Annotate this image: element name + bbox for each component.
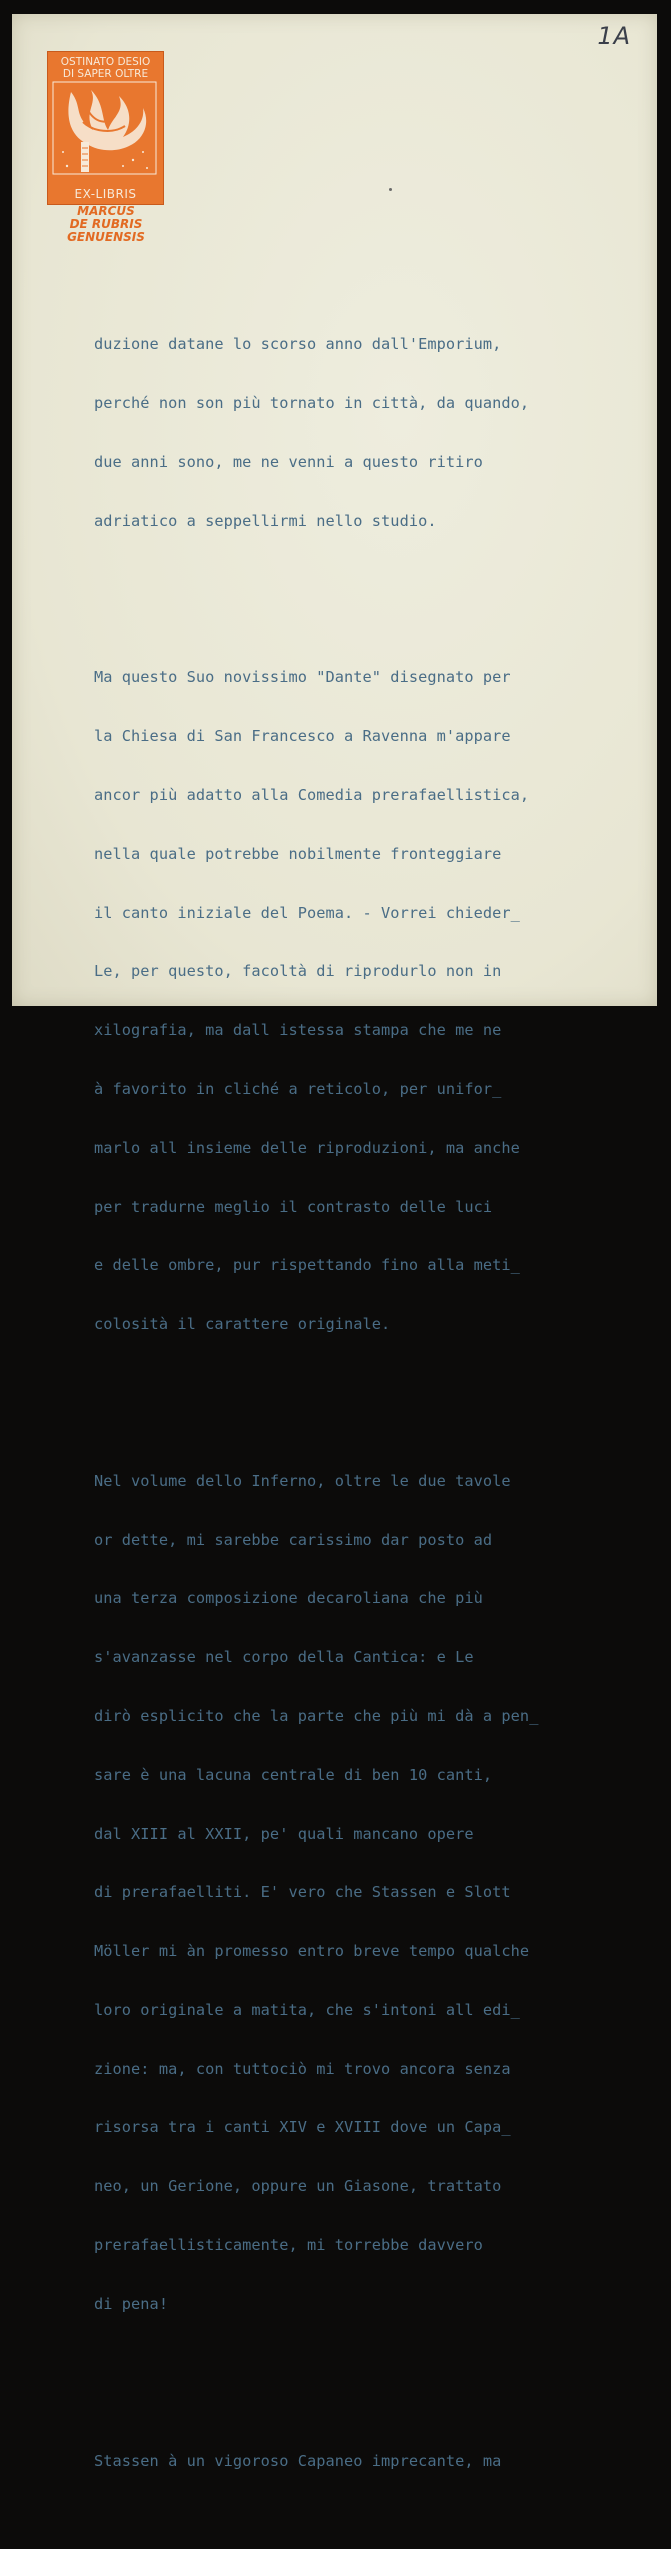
text-line: s'avanzasse nel corpo della Cantica: e Le (94, 1648, 474, 1667)
paragraph (94, 2412, 654, 2510)
text-line: il canto iniziale del Poema. - Vorrei chieder_ (94, 903, 520, 922)
text-line: due anni sono, me ne venni a questo ritiro (94, 452, 483, 471)
text-line: à favorito in cliché a reticolo, per unifor_ (94, 1079, 502, 1098)
text-line: per tradurne meglio il contrasto delle luci (94, 1197, 493, 1216)
text-line: ancor più adatto alla Comedia prerafaellistica, (94, 786, 530, 805)
bookplate-ex-libris: EX-LIBRIS (74, 187, 137, 201)
motto-line: OSTINATO DESIO (60, 56, 151, 68)
text-line: risorsa tra i canti XIV e XVIII dove un Capa_ (94, 2118, 511, 2137)
text-line: Le, per questo, facoltà di riprodurlo non in (94, 962, 502, 981)
text-line: Ma questo Suo novissimo "Dante" disegnato per (94, 668, 511, 687)
page-number: 1A (597, 22, 631, 50)
owner-line: DE RUBRIS (69, 217, 143, 231)
paper-spot (389, 188, 392, 191)
bookplate-motto (48, 56, 163, 80)
letter-body (94, 257, 654, 2549)
text-line: xilografia, ma dall istessa stampa che me ne (94, 1021, 502, 1040)
paragraph (94, 629, 654, 1374)
flame-torch-icon (53, 82, 156, 174)
ex-libris-bookplate (47, 51, 164, 205)
text-line: nella quale potrebbe nobilmente fronteggiare (94, 844, 502, 863)
text-line: una terza composizione decaroliana che più (94, 1589, 483, 1608)
text-line: dirò esplicito che la parte che più mi dà a pen_ (94, 1706, 539, 1725)
text-line: loro originale a matita, che s'intoni all edi_ (94, 2000, 520, 2019)
text-line: zione: ma, con tuttociò mi trovo ancora senza (94, 2059, 511, 2078)
text-line: dal XIII al XXII, pe' quali mancano opere (94, 1824, 474, 1843)
owner-line: MARCUS (77, 204, 135, 218)
paragraph (94, 1433, 654, 2354)
text-line: perché non son più tornato in città, da quando, (94, 394, 530, 413)
text-line: Nel volume dello Inferno, oltre le due tavole (94, 1471, 511, 1490)
text-line: colosità il carattere originale. (94, 1315, 391, 1334)
bookplate-owner (47, 205, 165, 244)
text-line: duzione datane lo scorso anno dall'Emporium, (94, 335, 502, 354)
text-line: Stassen à un vigoroso Capaneo imprecante, ma (94, 2451, 502, 2470)
paragraph (94, 296, 654, 570)
motto-line: DI SAPER OLTRE (62, 68, 149, 80)
owner-line: GENUENSIS (67, 230, 145, 244)
text-line: di pena! (94, 2294, 169, 2313)
text-line: la Chiesa di San Francesco a Ravenna m'appare (94, 727, 511, 746)
text-line: prerafaellisticamente, mi torrebbe davvero (94, 2235, 483, 2254)
text-line: adriatico a seppellirmi nello studio. (94, 511, 437, 530)
text-line: or dette, mi sarebbe carissimo dar posto ad (94, 1530, 493, 1549)
text-line: sare è una lacuna centrale di ben 10 canti, (94, 1765, 493, 1784)
text-line: di prerafaelliti. E' vero che Stassen e Slott (94, 1883, 511, 1902)
text-line: e delle ombre, pur rispettando fino alla meti_ (94, 1256, 520, 1275)
text-line: marlo all insieme delle riproduzioni, ma anche (94, 1138, 520, 1157)
text-line: Möller mi àn promesso entro breve tempo qualche (94, 1942, 530, 1961)
text-line: neo, un Gerione, oppure un Giasone, trattato (94, 2177, 502, 2196)
